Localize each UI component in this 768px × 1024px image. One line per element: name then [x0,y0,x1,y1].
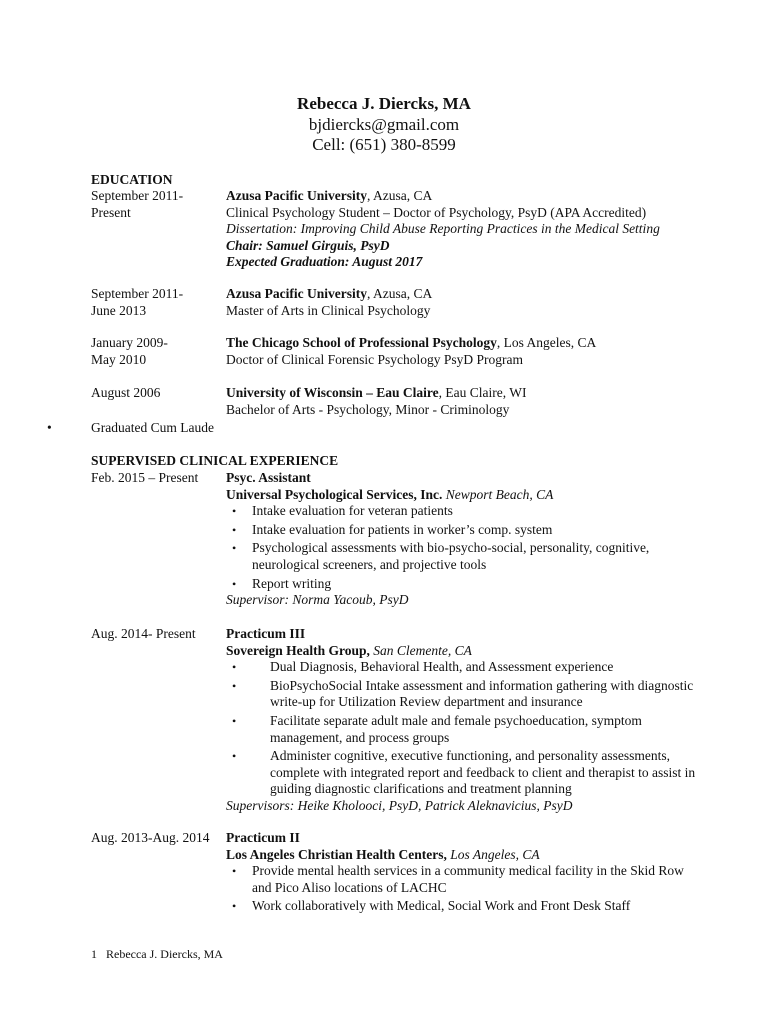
organization: Los Angeles Christian Health Centers, [226,846,447,862]
list-item: • Work collaboratively with Medical, Social Work and Front Desk Staff [232,898,631,914]
dissertation: Dissertation: Improving Child Abuse Reporting Practices in the Medical Setting [226,221,660,237]
school-location: , Eau Claire, WI [438,385,527,400]
resume-header [0,94,768,156]
education-date: September 2011- Present [91,188,184,220]
bullet-icon: • [47,420,52,435]
bullet-icon: • [232,504,237,519]
education-details [226,188,696,271]
page-number: 1 [91,947,97,961]
dissertation-chair: Chair: Samuel Girguis, PsyD [226,237,390,253]
list-item: • Intake evaluation for veteran patients [232,503,453,519]
duties-list [226,503,696,592]
school-name: University of Wisconsin – Eau Claire [226,385,439,400]
education-details [226,286,696,319]
bullet-icon: • [232,660,237,675]
expected-graduation: Expected Graduation: August 2017 [226,254,423,270]
school-name: Azusa Pacific University [226,188,367,203]
bullet-icon: • [232,678,237,693]
job-role: Psyc. Assistant [226,470,311,485]
list-item: • Report writing [232,575,332,591]
organization: Sovereign Health Group, [226,642,370,658]
experience-details [226,470,696,609]
school-location: , Los Angeles, CA [496,335,597,350]
degree: Master of Arts in Clinical Psychology [226,302,431,318]
duties-list [226,659,696,798]
bullet-icon: • [232,749,237,764]
organization-location: Newport Beach, CA [442,486,554,502]
education-heading: EDUCATION [91,172,173,187]
experience-heading: SUPERVISED CLINICAL EXPERIENCE [91,453,339,468]
degree: Doctor of Clinical Forensic Psychology PsyD Program [226,351,523,367]
list-item: • Intake evaluation for patients in worker’s comp. system [232,521,553,537]
experience-date: Aug. 2014- Present [91,626,196,641]
school-location: , Azusa, CA [366,188,433,203]
bullet-icon: • [232,522,237,537]
supervisor: Supervisor: Norma Yacoub, PsyD [226,592,409,608]
honor-text: Graduated Cum Laude [91,420,214,435]
organization-location: San Clemente, CA [369,642,472,658]
list-item: • Administer cognitive, executive functioning, and personality assessments, complete with integrated report and feedback to client and therapist to assist in guiding diagnostic clarifications and treatment planning [232,748,696,797]
bullet-icon: • [232,541,237,556]
school-name: Azusa Pacific University [226,286,367,301]
school-location: , Azusa, CA [366,286,433,301]
footer-name: Rebecca J. Diercks, MA [106,947,223,961]
list-item: • Facilitate separate adult male and female psychoeducation, symptom management, and process groups [232,712,642,745]
list-item: • Provide mental health services in a community medical facility in the Skid Row and Pico Aliso locations of LACHC [232,863,684,895]
degree: Clinical Psychology Student – Doctor of Psychology, PsyD (APA Accredited) [226,204,647,220]
bullet-icon: • [232,864,237,879]
education-details [226,385,696,418]
organization: Universal Psychological Services, Inc. [226,486,443,502]
list-item: • BioPsychoSocial Intake assessment and information gathering with diagnostic write-up for Utilization Review department and insurance [232,677,694,710]
bullet-icon: • [232,713,237,728]
list-item: • Psychological assessments with bio-psycho-social, personality, cognitive, neurological screeners, and projective tools [232,540,650,572]
page-footer [91,947,223,962]
list-item: • Dual Diagnosis, Behavioral Health, and Assessment experience [232,659,614,675]
job-role: Practicum II [226,830,300,845]
experience-date: Feb. 2015 – Present [91,470,199,485]
organization-location: Los Angeles, CA [446,846,540,862]
education-date: September 2011- June 2013 [91,286,184,318]
bullet-icon: • [232,899,237,914]
experience-details [226,830,696,915]
experience-details [226,626,696,815]
candidate-phone: Cell: (651) 380-8599 [312,135,456,154]
supervisor: Supervisors: Heike Kholooci, PsyD, Patrick Aleknavicius, PsyD [226,797,573,813]
duties-list [226,863,696,915]
bullet-icon: • [232,576,237,591]
education-details [226,335,696,368]
education-date: August 2006 [91,385,161,400]
education-date: January 2009- May 2010 [91,335,168,367]
job-role: Practicum III [226,626,306,641]
degree: Bachelor of Arts - Psychology, Minor - Criminology [226,401,510,417]
candidate-email: bjdiercks@gmail.com [308,114,460,134]
school-name: The Chicago School of Professional Psychology [226,335,497,350]
candidate-name: Rebecca J. Diercks, MA [297,94,471,113]
experience-date: Aug. 2013-Aug. 2014 [91,830,210,845]
